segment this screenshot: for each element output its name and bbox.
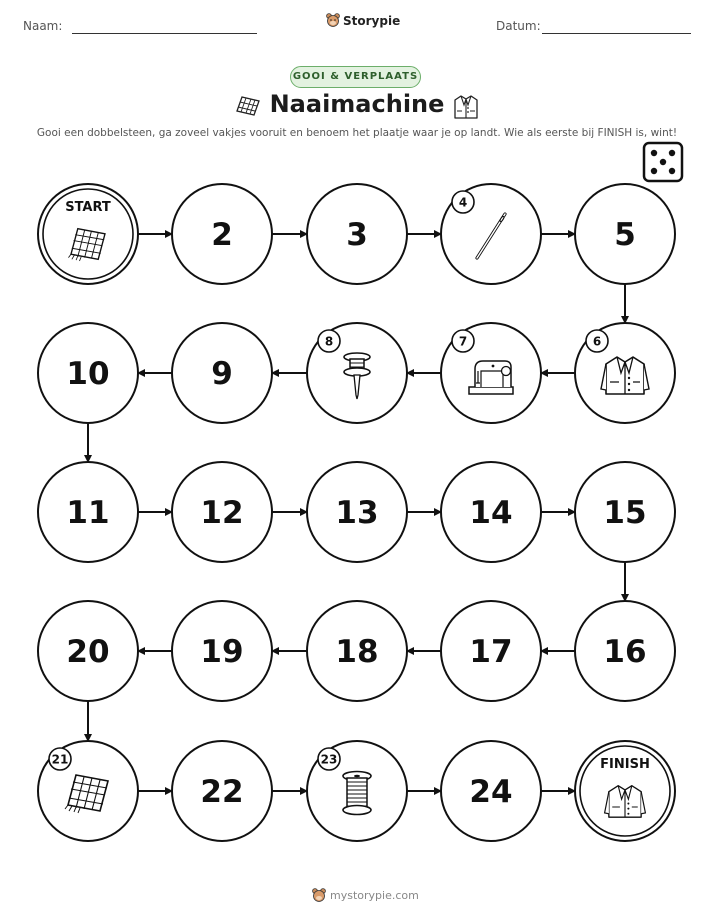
- board-space-5: [575, 184, 675, 284]
- space-number: 13: [335, 495, 379, 531]
- space-number: 18: [335, 634, 379, 670]
- space-label: START: [65, 200, 111, 215]
- space-number: 3: [346, 217, 368, 253]
- space-number: 22: [200, 774, 244, 810]
- board-space-20: [38, 601, 138, 701]
- footer-url: mystorypie.com: [330, 889, 419, 902]
- sewing-machine-icon: [469, 361, 513, 394]
- board-space-9: [172, 323, 272, 423]
- date-label: Datum:: [496, 19, 541, 33]
- board-space-17: [441, 601, 541, 701]
- jacket-icon: [601, 357, 649, 394]
- space-number-badge: 4: [458, 195, 468, 210]
- board-space-24: [441, 741, 541, 841]
- brand-name: Storypie: [343, 13, 401, 28]
- board-space-11: [38, 462, 138, 562]
- space-number-badge: 8: [324, 334, 334, 349]
- jacket-icon: [605, 786, 646, 817]
- board-space-22: [172, 741, 272, 841]
- board-space-8: [307, 323, 407, 423]
- space-number-badge: 6: [592, 334, 602, 349]
- space-number: 5: [614, 217, 636, 253]
- board-space-19: [172, 601, 272, 701]
- instructions: Gooi een dobbelsteen, ga zoveel vakjes vooruit en benoem het plaatje waar je op landt. Wie als eerste bij FINISH is, wint!: [36, 127, 678, 139]
- space-number: 16: [603, 634, 647, 670]
- thread-spool-icon: [343, 772, 371, 815]
- space-number-badge: 23: [320, 752, 338, 767]
- board-space-21: [38, 741, 138, 841]
- board-space-6: [575, 323, 675, 423]
- bear-icon: [312, 888, 326, 903]
- space-number: 11: [66, 495, 110, 531]
- board-space-23: [307, 741, 407, 841]
- board-space-7: [441, 323, 541, 423]
- space-number: 12: [200, 495, 244, 531]
- game-type-badge: GOOI & VERPLAATS: [290, 66, 421, 88]
- name-label: Naam:: [23, 19, 63, 33]
- board-space-10: [38, 323, 138, 423]
- space-number-badge: 21: [51, 752, 69, 767]
- space-number-badge: 7: [458, 334, 468, 349]
- board-space-12: [172, 462, 272, 562]
- footer: [312, 888, 419, 903]
- start-space: [38, 184, 138, 284]
- space-number: 19: [200, 634, 244, 670]
- page-title: Naaimachine: [269, 90, 445, 118]
- space-number: 17: [469, 634, 513, 670]
- space-number: 20: [66, 634, 110, 670]
- space-number: 9: [211, 356, 233, 392]
- board-space-15: [575, 462, 675, 562]
- board-space-16: [575, 601, 675, 701]
- space-label: FINISH: [600, 757, 650, 772]
- board-space-2: [172, 184, 272, 284]
- board-space-13: [307, 462, 407, 562]
- board-space-3: [307, 184, 407, 284]
- board-space-14: [441, 462, 541, 562]
- space-number: 15: [603, 495, 647, 531]
- board-space-4: [441, 184, 541, 284]
- space-number: 10: [66, 356, 110, 392]
- space-number: 24: [469, 774, 513, 810]
- board-space-18: [307, 601, 407, 701]
- space-number: 14: [469, 495, 513, 531]
- space-number: 2: [211, 217, 233, 253]
- finish-space: [575, 741, 675, 841]
